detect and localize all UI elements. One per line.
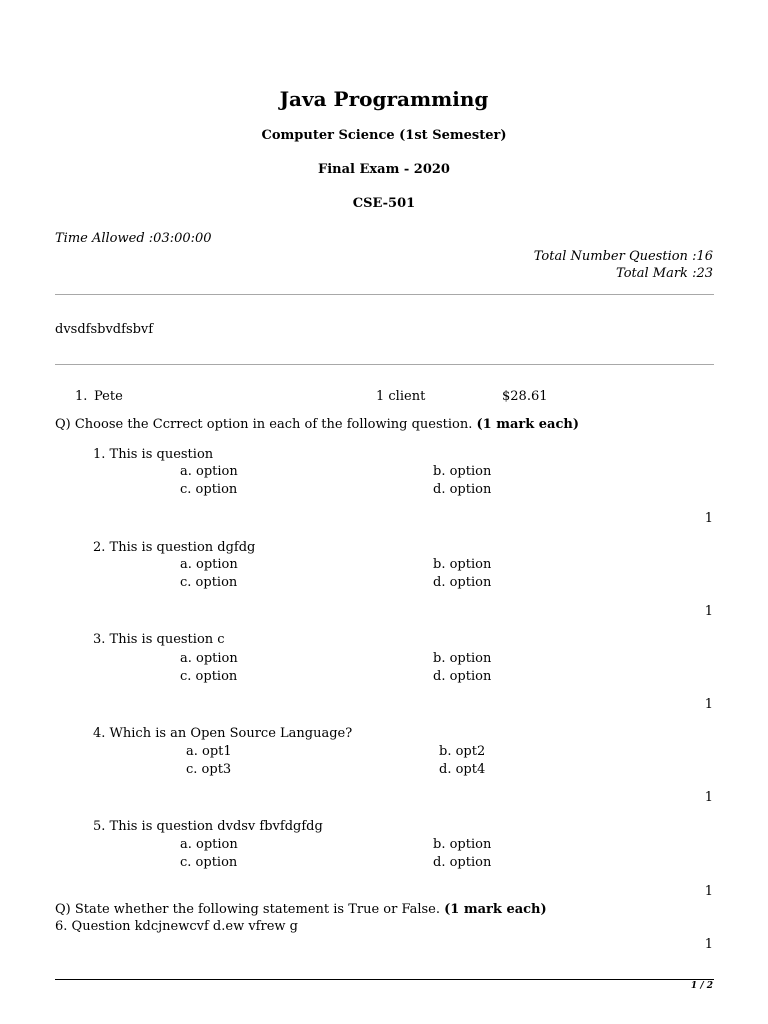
option-d: d. option — [433, 855, 492, 870]
option-a: a. option — [180, 464, 238, 479]
question-text: 3. This is question c — [93, 632, 225, 647]
mcq-section-heading — [55, 417, 579, 432]
tf-section-heading — [55, 902, 547, 917]
tf-marks-note: (1 mark each) — [444, 902, 547, 917]
page-number: 1 / 2 — [690, 981, 713, 991]
option-d: d. option — [433, 482, 492, 497]
question-mark: 1 — [704, 790, 713, 805]
mcq-marks-note: (1 mark each) — [476, 417, 579, 432]
question-mark: 1 — [704, 604, 713, 619]
divider — [55, 294, 714, 295]
option-a: a. option — [180, 557, 238, 572]
question-text: 1. This is question — [93, 447, 214, 462]
option-a: a. option — [180, 651, 238, 666]
option-b: b. option — [433, 557, 492, 572]
option-b: b. option — [433, 651, 492, 666]
question-text: 5. This is question dvdsv fbvfdgfdg — [93, 819, 323, 834]
exam-name: Final Exam - 2020 — [318, 162, 450, 177]
option-c: c. opt3 — [186, 762, 232, 777]
row-name: Pete — [94, 389, 123, 404]
question-mark: 1 — [704, 511, 713, 526]
tf-prompt: Q) State whether the following statement is True or False. — [55, 902, 441, 917]
row-price: $28.61 — [502, 389, 548, 404]
exam-title: Java Programming — [279, 87, 489, 111]
question-text: 4. Which is an Open Source Language? — [93, 726, 353, 741]
option-d: d. option — [433, 669, 492, 684]
course-name: Computer Science (1st Semester) — [261, 128, 507, 143]
option-b: b. opt2 — [439, 744, 486, 759]
tf-question-mark: 1 — [704, 937, 713, 952]
total-mark: Total Mark :23 — [616, 266, 713, 281]
tf-question: 6. Question kdcjnewcvf d.ew vfrew g — [55, 919, 298, 934]
option-d: d. opt4 — [439, 762, 486, 777]
question-text: 2. This is question dgfdg — [93, 540, 256, 555]
mcq-prompt: Q) Choose the Ccrrect option in each of the following question. — [55, 417, 473, 432]
row-number: 1. — [75, 389, 88, 404]
row-quantity: 1 client — [376, 389, 426, 404]
divider — [55, 364, 714, 365]
option-c: c. option — [180, 669, 238, 684]
option-d: d. option — [433, 575, 492, 590]
option-c: c. option — [180, 855, 238, 870]
option-a: a. option — [180, 837, 238, 852]
option-b: b. option — [433, 464, 492, 479]
time-allowed: Time Allowed :03:00:00 — [55, 231, 212, 246]
question-mark: 1 — [704, 884, 713, 899]
option-a: a. opt1 — [186, 744, 232, 759]
option-c: c. option — [180, 575, 238, 590]
total-questions: Total Number Question :16 — [533, 249, 713, 264]
footer-divider — [55, 979, 714, 980]
instructions: dvsdfsbvdfsbvf — [55, 322, 154, 337]
question-mark: 1 — [704, 697, 713, 712]
option-b: b. option — [433, 837, 492, 852]
option-c: c. option — [180, 482, 238, 497]
course-code: CSE-501 — [352, 196, 416, 211]
